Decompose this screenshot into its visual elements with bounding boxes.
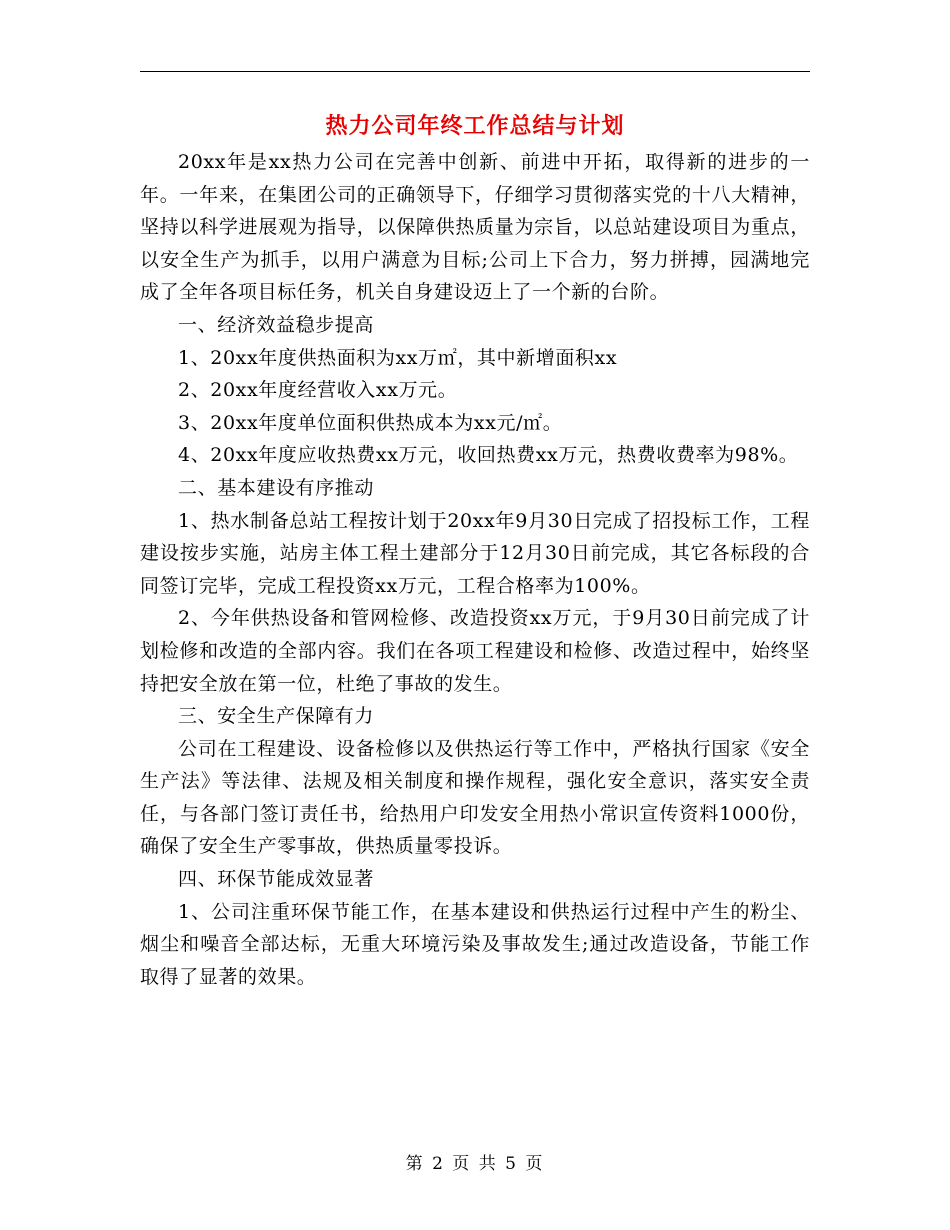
paragraph-1-1: 1、20xx年度供热面积为xx万㎡，其中新增面积xx bbox=[178, 346, 618, 369]
header-rule bbox=[140, 71, 810, 72]
paragraph-4-1: 1、公司注重环保节能工作，在基本建设和供热运行过程中产生的粉尘、烟尘和噪音全部达标，无重大环境污染及事故发生;通过改造设备，节能工作取得了显著的效果。 bbox=[140, 900, 810, 988]
page-number: 第 2 页 共 5 页 bbox=[405, 1154, 545, 1174]
paragraph-1-4: 4、20xx年度应收热费xx万元，收回热费xx万元，热费收费率为98%。 bbox=[178, 444, 799, 467]
paragraph-3-1: 公司在工程建设、设备检修以及供热运行等工作中，严格执行国家《安全生产法》等法律、法规及相关制度和操作规程，强化安全意识，落实安全责任，与各部门签订责任书，给热用户印发安全用热小常识宣传资料1000份，确保了安全生产零事故，供热质量零投诉。 bbox=[140, 737, 810, 858]
paragraph-1-2: 2、20xx年度经营收入xx万元。 bbox=[178, 379, 458, 402]
section-heading-1: 一、经济效益稳步提高 bbox=[178, 313, 375, 336]
paragraph-intro: 20xx年是xx热力公司在完善中创新、前进中开拓，取得新的进步的一年。一年来，在集团公司的正确领导下，仔细学习贯彻落实党的十八大精神，坚持以科学进展观为指导，以保障供热质量为宗旨，以总站建设项目为重点，以安全生产为抓手，以用户满意为目标;公司上下合力，努力拼搏，园满地完成了全年各项目标任务，机关自身建设迈上了一个新的台阶。 bbox=[140, 151, 810, 304]
paragraph-1-3: 3、20xx年度单位面积供热成本为xx元/㎡。 bbox=[178, 411, 563, 434]
section-heading-2: 二、基本建设有序推动 bbox=[178, 476, 375, 499]
paragraph-2-2: 2、今年供热设备和管网检修、改造投资xx万元，于9月30日前完成了计划检修和改造的全部内容。我们在各项工程建设和检修、改造过程中，始终坚持把安全放在第一位，杜绝了事故的发生。 bbox=[140, 607, 810, 695]
section-heading-4: 四、环保节能成效显著 bbox=[178, 868, 375, 891]
paragraph-2-1: 1、热水制备总站工程按计划于20xx年9月30日完成了招投标工作，工程建设按步实施，站房主体工程土建部分于12月30日前完成，其它各标段的合同签订完毕，完成工程投资xx万元，工程合格率为100%。 bbox=[140, 509, 810, 597]
section-heading-3: 三、安全生产保障有力 bbox=[178, 705, 375, 728]
document-body bbox=[140, 146, 810, 993]
document-title: 热力公司年终工作总结与计划 bbox=[325, 113, 625, 139]
